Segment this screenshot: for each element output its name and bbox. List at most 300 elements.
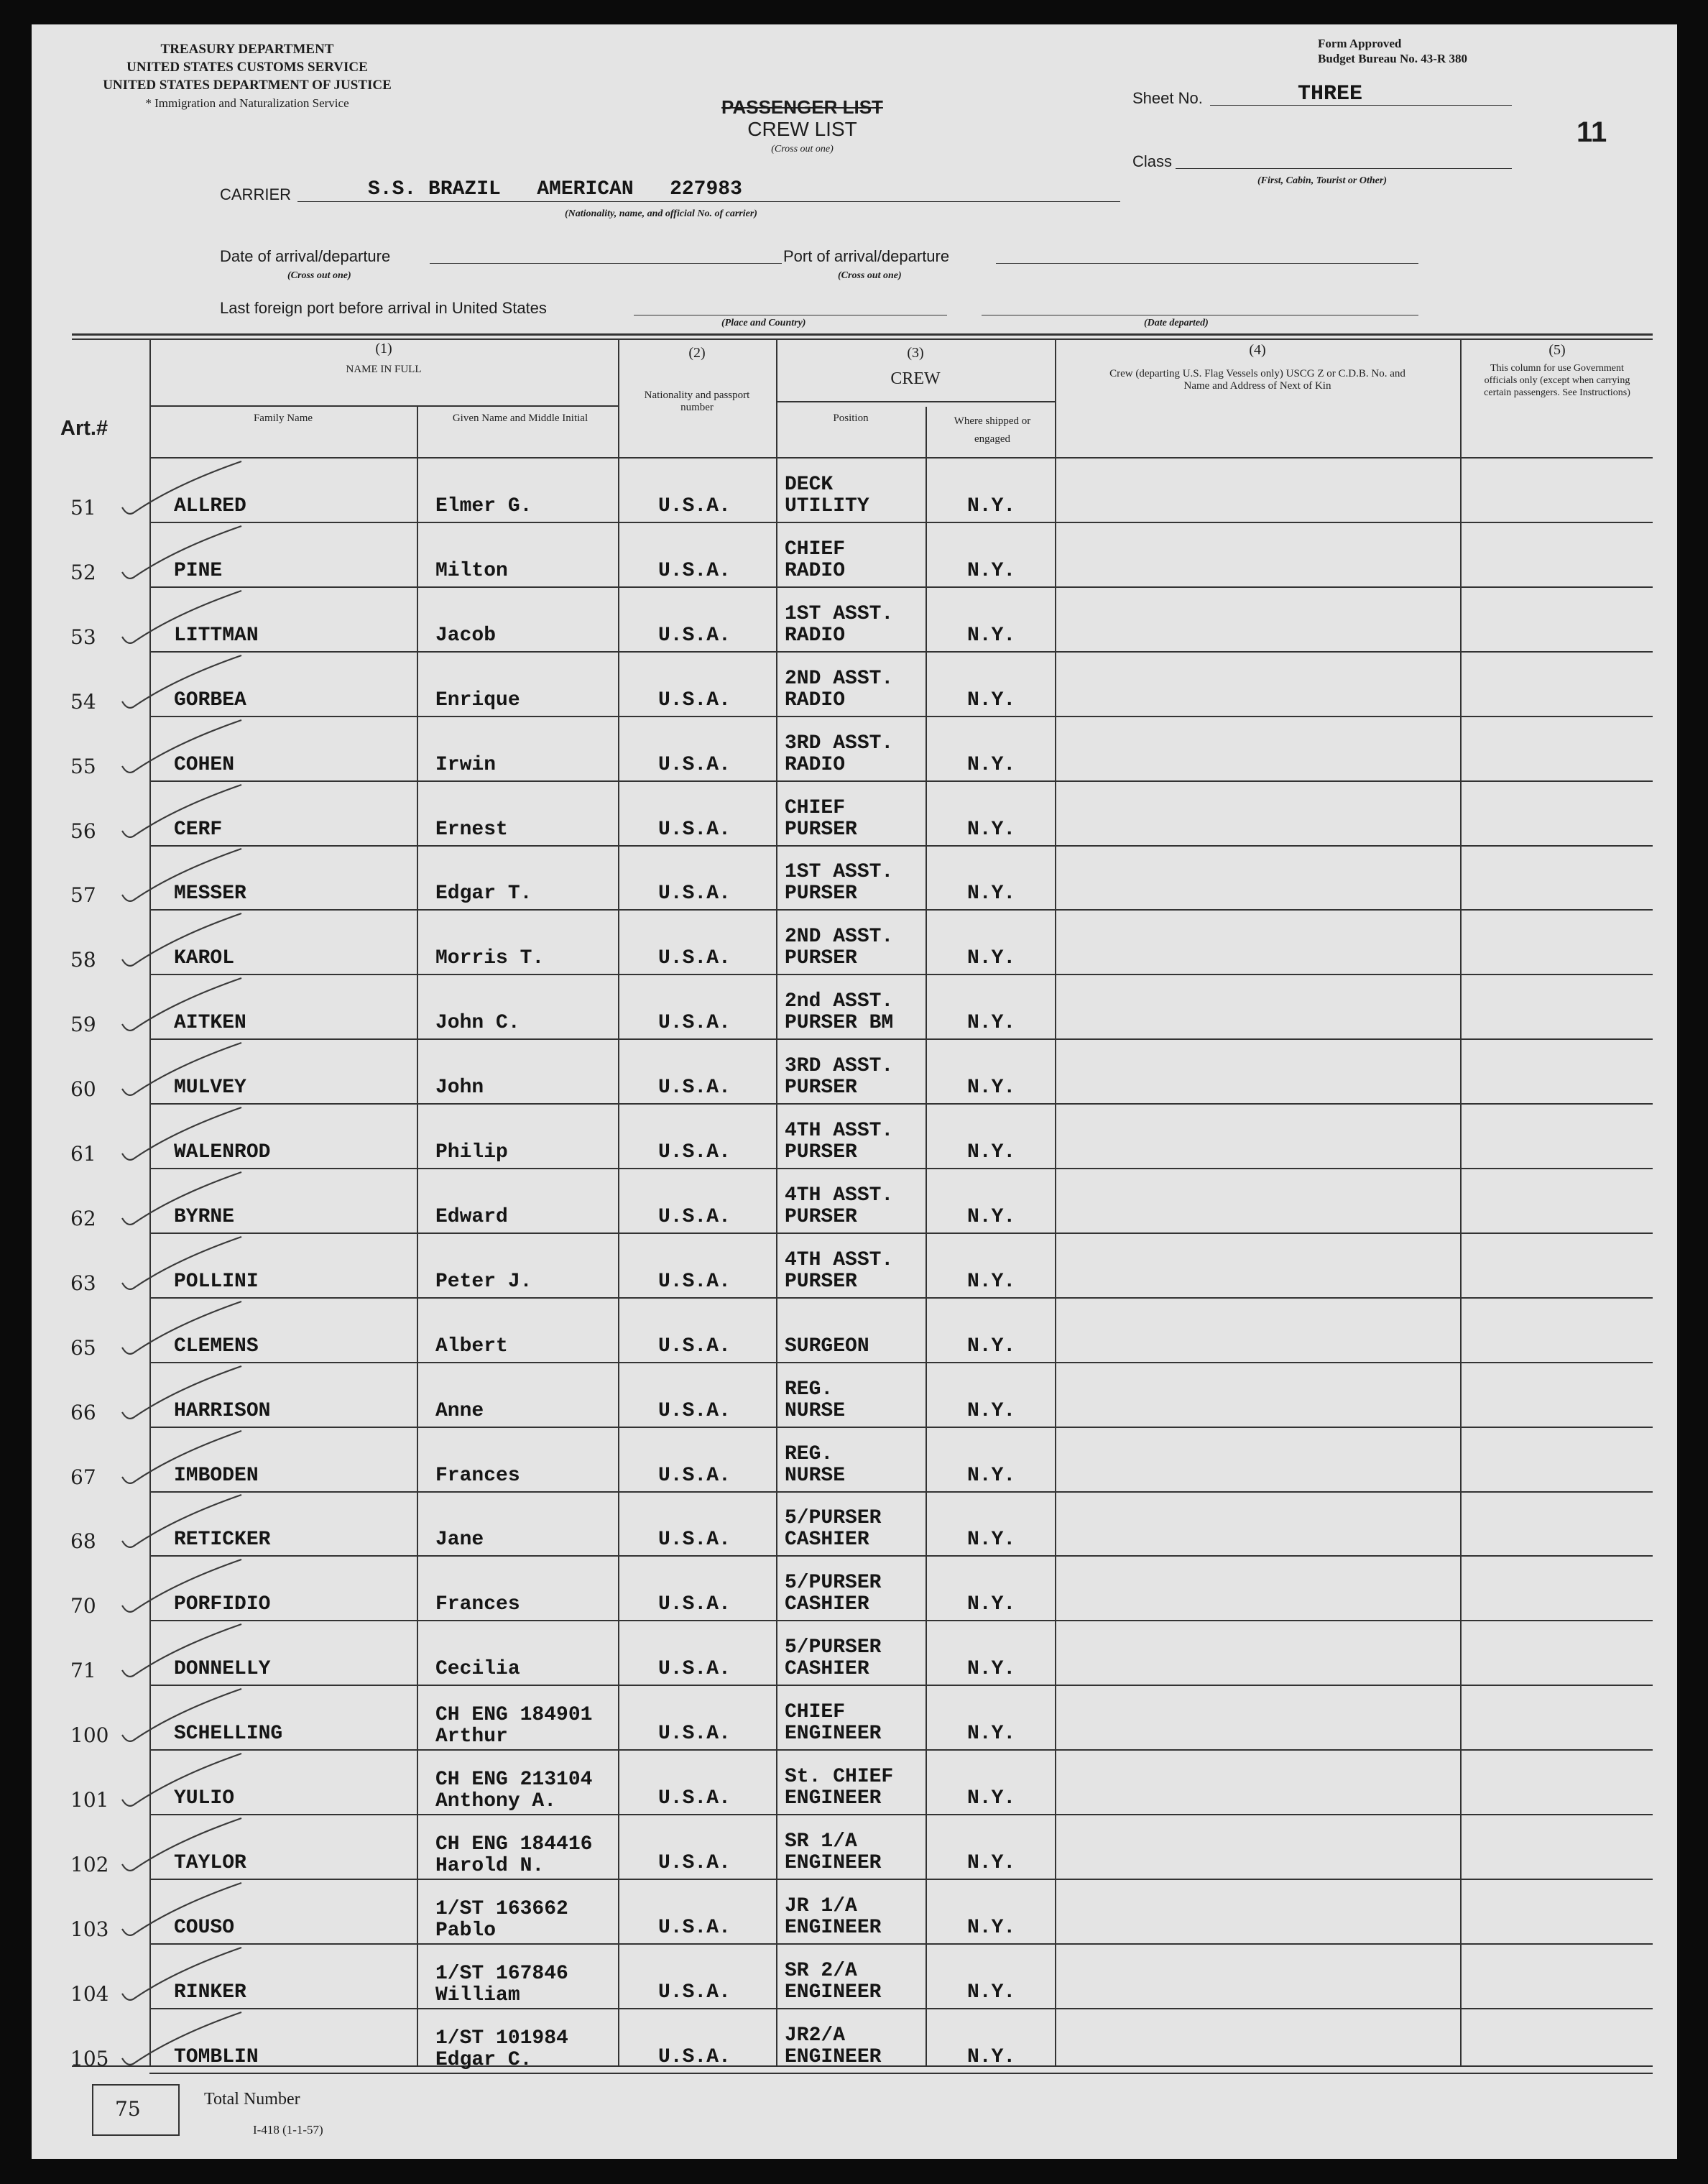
- given-name-line: Peter J.: [435, 1270, 532, 1293]
- nationality: U.S.A.: [658, 495, 731, 517]
- position-line: NURSE: [785, 1464, 846, 1487]
- position-line: PURSER: [785, 1270, 857, 1293]
- row-number: 104: [70, 1981, 109, 2006]
- position-line: 4TH ASST.: [785, 1184, 894, 1207]
- table-row: [32, 1300, 1677, 1365]
- agency-line: TREASURY DEPARTMENT: [160, 42, 334, 57]
- check-mark-icon: [118, 972, 247, 1037]
- row-rule: [149, 1685, 1653, 1686]
- row-rule: [149, 1297, 1653, 1299]
- row-rule: [149, 1232, 1653, 1234]
- position-line: CASHIER: [785, 1593, 869, 1616]
- row-rule: [149, 780, 1653, 782]
- shipped-location: N.Y.: [967, 1012, 1016, 1035]
- position-line: PURSER: [785, 818, 857, 841]
- col3-number: (3): [907, 345, 924, 361]
- row-number: 55: [70, 754, 96, 778]
- given-name-line: Jane: [435, 1529, 484, 1552]
- position-line: SR 1/A: [785, 1830, 857, 1853]
- table-row: [32, 1558, 1677, 1623]
- row-number: 100: [70, 1723, 109, 1748]
- check-mark-icon: [118, 843, 247, 908]
- position-header: Position: [833, 413, 869, 424]
- position-line: RADIO: [785, 559, 846, 582]
- header-bottom-rule: [149, 457, 1653, 459]
- shipped-location: N.Y.: [967, 495, 1016, 517]
- table-row: [32, 1687, 1677, 1752]
- position-line: 3RD ASST.: [785, 1055, 894, 1078]
- table-row: [32, 1817, 1677, 1881]
- form-approved-block: [1318, 36, 1467, 66]
- given-name-line: Harold N.: [435, 1854, 545, 1877]
- nationality: U.S.A.: [658, 1270, 731, 1293]
- given-name-line: 1/ST 101984: [435, 2027, 568, 2050]
- row-number: 58: [70, 948, 96, 972]
- family-name: POLLINI: [174, 1270, 259, 1293]
- family-name: CLEMENS: [174, 1335, 259, 1358]
- table-row: [32, 1881, 1677, 1946]
- date-underline: [430, 263, 782, 264]
- family-name: IMBODEN: [174, 1464, 259, 1487]
- row-rule: [149, 522, 1653, 523]
- given-name-line: Pablo: [435, 1919, 497, 1942]
- given-name-line: CH ENG 184416: [435, 1833, 593, 1856]
- nationality: U.S.A.: [658, 1141, 731, 1164]
- position-line: RADIO: [785, 753, 846, 776]
- check-mark-icon: [118, 585, 247, 650]
- shipped-location: N.Y.: [967, 559, 1016, 582]
- position-line: St. CHIEF: [785, 1766, 894, 1788]
- carrier-label: CARRIER: [220, 185, 292, 203]
- nationality: U.S.A.: [658, 1723, 731, 1746]
- nationality: U.S.A.: [658, 1335, 731, 1358]
- nationality: U.S.A.: [658, 1012, 731, 1035]
- family-name: BYRNE: [174, 1205, 235, 1228]
- given-name-line: Ernest: [435, 818, 508, 841]
- position-line: SURGEON: [785, 1335, 869, 1358]
- row-rule: [149, 1943, 1653, 1945]
- family-name: TOMBLIN: [174, 2045, 259, 2068]
- total-label: Total Number: [204, 2090, 300, 2109]
- row-number: 65: [70, 1335, 96, 1360]
- shipped-location: N.Y.: [967, 1787, 1016, 1810]
- family-name: TAYLOR: [174, 1851, 246, 1874]
- row-number: 62: [70, 1206, 96, 1230]
- crew-list-document: [32, 24, 1677, 2159]
- nationality: U.S.A.: [658, 883, 731, 906]
- position-line: RADIO: [785, 624, 846, 647]
- nationality: U.S.A.: [658, 624, 731, 647]
- row-number: 105: [70, 2046, 109, 2070]
- shipped-location: N.Y.: [967, 1658, 1016, 1681]
- nationality-header: Nationality and passport number: [644, 390, 750, 413]
- position-line: 4TH ASST.: [785, 1248, 894, 1271]
- given-name-line: Milton: [435, 559, 508, 582]
- header-rule: [776, 401, 1055, 402]
- position-line: PURSER: [785, 1077, 857, 1100]
- row-number: 57: [70, 883, 96, 908]
- nationality: U.S.A.: [658, 559, 731, 582]
- given-name-line: William: [435, 1983, 520, 2006]
- position-line: 1ST ASST.: [785, 602, 894, 625]
- given-name-header: Given Name and Middle Initial: [452, 413, 588, 424]
- check-mark-icon: [118, 908, 247, 972]
- row-number: 52: [70, 560, 96, 584]
- check-mark-icon: [118, 1683, 247, 1748]
- table-row: [32, 847, 1677, 912]
- shipped-location: N.Y.: [967, 1270, 1016, 1293]
- agency-line: UNITED STATES CUSTOMS SERVICE: [126, 60, 368, 75]
- position-line: 5/PURSER: [785, 1636, 882, 1659]
- family-name: GORBEA: [174, 688, 246, 711]
- position-line: CASHIER: [785, 1529, 869, 1552]
- form-approved-line: Budget Bureau No. 43-R 380: [1318, 52, 1467, 65]
- position-line: PURSER: [785, 883, 857, 906]
- given-name-line: Morris T.: [435, 947, 545, 970]
- check-mark-icon: [118, 2006, 247, 2071]
- given-name-line: Jacob: [435, 624, 497, 647]
- position-line: CHIEF: [785, 1701, 846, 1724]
- row-number: 54: [70, 689, 96, 714]
- row-number: 71: [70, 1659, 96, 1683]
- family-name: DONNELLY: [174, 1658, 271, 1681]
- given-name-line: Anthony A.: [435, 1790, 557, 1812]
- position-line: ENGINEER: [785, 2045, 882, 2068]
- check-mark-icon: [118, 1102, 247, 1166]
- class-label: Class: [1132, 152, 1173, 170]
- family-name: RINKER: [174, 1981, 246, 2004]
- col2-number: (2): [688, 345, 706, 361]
- table-row: [32, 783, 1677, 848]
- nationality: U.S.A.: [658, 818, 731, 841]
- table-top-rule: [72, 338, 1653, 340]
- place-note: (Place and Country): [721, 318, 806, 328]
- carrier-value: S.S. BRAZIL AMERICAN 227983: [368, 178, 742, 201]
- nationality: U.S.A.: [658, 1851, 731, 1874]
- last-port-label: Last foreign port before arrival in United States: [220, 299, 547, 317]
- position-line: JR2/A: [785, 2024, 846, 2047]
- position-line: CASHIER: [785, 1658, 869, 1681]
- nationality: U.S.A.: [658, 688, 731, 711]
- table-row: [32, 1365, 1677, 1429]
- position-line: 2ND ASST.: [785, 926, 894, 949]
- family-name: SCHELLING: [174, 1723, 283, 1746]
- row-rule: [149, 1555, 1653, 1557]
- given-name-line: John: [435, 1077, 484, 1100]
- shipped-location: N.Y.: [967, 1205, 1016, 1228]
- given-name-line: Anne: [435, 1399, 484, 1422]
- table-row: [32, 2011, 1677, 2075]
- shipped-location: N.Y.: [967, 1593, 1016, 1616]
- row-rule: [149, 1491, 1653, 1493]
- given-name-line: 1/ST 163662: [435, 1897, 568, 1920]
- date-label: Date of arrival/departure: [220, 247, 391, 265]
- given-name-line: CH ENG 184901: [435, 1704, 593, 1727]
- nationality: U.S.A.: [658, 1916, 731, 1939]
- position-line: REG.: [785, 1378, 834, 1401]
- nationality: U.S.A.: [658, 1787, 731, 1810]
- family-name: COHEN: [174, 753, 235, 776]
- table-row: [32, 1041, 1677, 1106]
- row-number: 70: [70, 1594, 96, 1618]
- shipped-location: N.Y.: [967, 1851, 1016, 1874]
- col1-title: NAME IN FULL: [346, 364, 422, 375]
- row-number: 66: [70, 1400, 96, 1424]
- row-number: 51: [70, 496, 96, 520]
- agency-line: UNITED STATES DEPARTMENT OF JUSTICE: [103, 78, 392, 93]
- given-name-line: Enrique: [435, 688, 520, 711]
- table-row: [32, 1429, 1677, 1494]
- port-note: (Cross out one): [838, 270, 902, 281]
- table-row: [32, 589, 1677, 654]
- family-name: MULVEY: [174, 1077, 246, 1100]
- check-mark-icon: [118, 714, 247, 779]
- position-line: PURSER: [785, 947, 857, 970]
- given-name-line: Cecilia: [435, 1658, 520, 1681]
- nationality: U.S.A.: [658, 1464, 731, 1487]
- date-departed-note: (Date departed): [1144, 318, 1209, 328]
- row-number: 56: [70, 819, 96, 843]
- family-name: YULIO: [174, 1787, 235, 1810]
- row-number: 59: [70, 1013, 96, 1037]
- shipped-location: N.Y.: [967, 1141, 1016, 1164]
- nationality: U.S.A.: [658, 1529, 731, 1552]
- nationality: U.S.A.: [658, 1399, 731, 1422]
- position-line: ENGINEER: [785, 1723, 882, 1746]
- table-row: [32, 1106, 1677, 1171]
- row-number: 68: [70, 1529, 96, 1554]
- sheet-label: Sheet No.: [1132, 89, 1203, 107]
- port-underline: [996, 263, 1418, 264]
- shipped-location: N.Y.: [967, 1529, 1016, 1552]
- family-name-header: Family Name: [253, 413, 313, 424]
- crew-header: CREW: [890, 369, 941, 388]
- position-line: PURSER: [785, 1141, 857, 1164]
- row-number: 63: [70, 1271, 96, 1295]
- shipped-location: N.Y.: [967, 753, 1016, 776]
- given-name-line: Frances: [435, 1464, 520, 1487]
- carrier-note: (Nationality, name, and official No. of carrier): [565, 208, 757, 219]
- row-rule: [149, 1038, 1653, 1040]
- nationality: U.S.A.: [658, 947, 731, 970]
- row-number: 60: [70, 1077, 96, 1102]
- nationality: U.S.A.: [658, 1593, 731, 1616]
- check-mark-icon: [118, 1748, 247, 1812]
- check-mark-icon: [118, 1812, 247, 1877]
- date-note: (Cross out one): [287, 270, 351, 281]
- nationality: U.S.A.: [658, 1658, 731, 1681]
- row-rule: [149, 1362, 1653, 1363]
- table-row: [32, 719, 1677, 783]
- position-line: CHIEF: [785, 538, 846, 561]
- nationality: U.S.A.: [658, 1077, 731, 1100]
- form-approved-line: Form Approved: [1318, 37, 1402, 50]
- check-mark-icon: [118, 1618, 247, 1683]
- given-name-line: John C.: [435, 1012, 520, 1035]
- position-line: JR 1/A: [785, 1894, 857, 1917]
- position-line: PURSER: [785, 1205, 857, 1228]
- row-rule: [149, 586, 1653, 588]
- title-note: (Cross out one): [771, 144, 834, 155]
- table-row: [32, 654, 1677, 719]
- table-row: [32, 1946, 1677, 2011]
- next-of-kin-header: Crew (departing U.S. Flag Vessels only) USCG Z or C.D.B. No. and Name and Address of Next of Kin: [1109, 368, 1405, 392]
- row-rule: [149, 2073, 1653, 2074]
- family-name: MESSER: [174, 883, 246, 906]
- art-number-header: Art.#: [60, 417, 109, 440]
- check-mark-icon: [118, 1554, 247, 1618]
- given-name-line: Albert: [435, 1335, 508, 1358]
- position-line: ENGINEER: [785, 1916, 882, 1939]
- check-mark-icon: [118, 1037, 247, 1102]
- position-line: 1ST ASST.: [785, 861, 894, 884]
- table-row: [32, 460, 1677, 525]
- position-line: UTILITY: [785, 495, 869, 517]
- check-mark-icon: [118, 1942, 247, 2006]
- shipped-header: Where shipped or engaged: [954, 415, 1031, 445]
- official-use-header: This column for use Government officials only (except when carrying certain passengers. See Instructions): [1484, 363, 1630, 398]
- shipped-location: N.Y.: [967, 1916, 1016, 1939]
- given-name-line: Arthur: [435, 1725, 508, 1748]
- position-line: 3RD ASST.: [785, 732, 894, 755]
- row-rule: [149, 909, 1653, 911]
- position-line: DECK: [785, 474, 834, 496]
- position-line: RADIO: [785, 688, 846, 711]
- row-rule: [149, 974, 1653, 975]
- family-name: AITKEN: [174, 1012, 246, 1035]
- row-rule: [149, 845, 1653, 847]
- check-mark-icon: [118, 520, 247, 585]
- row-rule: [149, 651, 1653, 653]
- header-rule: [149, 405, 618, 407]
- given-name-line: Elmer G.: [435, 495, 532, 517]
- agency-line: * Immigration and Naturalization Service: [145, 96, 349, 110]
- nationality: U.S.A.: [658, 753, 731, 776]
- table-top-rule: [72, 333, 1653, 336]
- position-line: SR 2/A: [785, 1959, 857, 1982]
- agency-header: [60, 40, 434, 112]
- nationality: U.S.A.: [658, 1981, 731, 2004]
- nationality: U.S.A.: [658, 2045, 731, 2068]
- row-rule: [149, 1103, 1653, 1105]
- shipped-location: N.Y.: [967, 1981, 1016, 2004]
- table-row: [32, 1623, 1677, 1687]
- given-name-line: CH ENG 213104: [435, 1769, 593, 1791]
- shipped-location: N.Y.: [967, 883, 1016, 906]
- check-mark-icon: [118, 1489, 247, 1554]
- shipped-location: N.Y.: [967, 624, 1016, 647]
- family-name: KAROL: [174, 947, 235, 970]
- position-line: REG.: [785, 1442, 834, 1465]
- row-number: 67: [70, 1465, 96, 1489]
- title-struck: PASSENGER LIST: [721, 96, 883, 118]
- given-name-line: Frances: [435, 1593, 520, 1616]
- family-name: LITTMAN: [174, 624, 259, 647]
- col4-number: (4): [1249, 342, 1266, 358]
- table-row: [32, 1171, 1677, 1235]
- check-mark-icon: [118, 1231, 247, 1296]
- family-name: HARRISON: [174, 1399, 271, 1422]
- position-line: 2ND ASST.: [785, 667, 894, 690]
- row-rule: [149, 716, 1653, 717]
- row-rule: [149, 1620, 1653, 1621]
- position-line: 5/PURSER: [785, 1572, 882, 1595]
- position-line: 5/PURSER: [785, 1507, 882, 1530]
- position-line: ENGINEER: [785, 1981, 882, 2004]
- check-mark-icon: [118, 1360, 247, 1425]
- given-name-line: Edward: [435, 1205, 508, 1228]
- sheet-value: THREE: [1298, 82, 1363, 106]
- given-name-line: Philip: [435, 1141, 508, 1164]
- carrier-underline: [297, 201, 1120, 202]
- table-row: [32, 977, 1677, 1041]
- family-name: WALENROD: [174, 1141, 271, 1164]
- class-underline: [1176, 168, 1512, 169]
- table-row: [32, 912, 1677, 977]
- position-line: NURSE: [785, 1399, 846, 1422]
- form-number: I-418 (1-1-57): [253, 2123, 323, 2137]
- family-name: RETICKER: [174, 1529, 271, 1552]
- page-mark: 11: [1577, 116, 1607, 148]
- check-mark-icon: [118, 1296, 247, 1360]
- family-name: CERF: [174, 818, 223, 841]
- total-value: 75: [115, 2097, 141, 2121]
- given-name-line: Edgar C.: [435, 2048, 532, 2071]
- row-number: 61: [70, 1142, 96, 1166]
- row-number: 53: [70, 625, 96, 649]
- shipped-location: N.Y.: [967, 1723, 1016, 1746]
- family-name: PINE: [174, 559, 223, 582]
- family-name: PORFIDIO: [174, 1593, 271, 1616]
- position-line: CHIEF: [785, 796, 846, 819]
- check-mark-icon: [118, 650, 247, 714]
- shipped-location: N.Y.: [967, 947, 1016, 970]
- row-rule: [149, 2008, 1653, 2009]
- family-name: COUSO: [174, 1916, 235, 1939]
- table-row: [32, 1493, 1677, 1558]
- shipped-location: N.Y.: [967, 1464, 1016, 1487]
- given-name-line: Irwin: [435, 753, 497, 776]
- shipped-location: N.Y.: [967, 688, 1016, 711]
- table-row: [32, 525, 1677, 589]
- check-mark-icon: [118, 1425, 247, 1490]
- page-title: CREW LIST: [747, 118, 857, 140]
- row-rule: [149, 1879, 1653, 1880]
- table-row: [32, 1752, 1677, 1817]
- row-number: 102: [70, 1852, 109, 1876]
- shipped-location: N.Y.: [967, 1399, 1016, 1422]
- shipped-location: N.Y.: [967, 1077, 1016, 1100]
- row-number: 103: [70, 1917, 109, 1941]
- position-line: ENGINEER: [785, 1851, 882, 1874]
- position-line: 2nd ASST.: [785, 990, 894, 1013]
- row-rule: [149, 1168, 1653, 1169]
- nationality: U.S.A.: [658, 1205, 731, 1228]
- position-line: PURSER BM: [785, 1012, 894, 1035]
- check-mark-icon: [118, 1877, 247, 1942]
- table-row: [32, 1235, 1677, 1300]
- shipped-location: N.Y.: [967, 1335, 1016, 1358]
- row-rule: [149, 1749, 1653, 1751]
- check-mark-icon: [118, 1166, 247, 1231]
- shipped-location: N.Y.: [967, 2045, 1016, 2068]
- row-rule: [149, 1814, 1653, 1815]
- position-line: ENGINEER: [785, 1787, 882, 1810]
- row-number: 101: [70, 1788, 109, 1812]
- check-mark-icon: [118, 779, 247, 844]
- class-note: (First, Cabin, Tourist or Other): [1257, 175, 1387, 186]
- position-line: 4TH ASST.: [785, 1120, 894, 1142]
